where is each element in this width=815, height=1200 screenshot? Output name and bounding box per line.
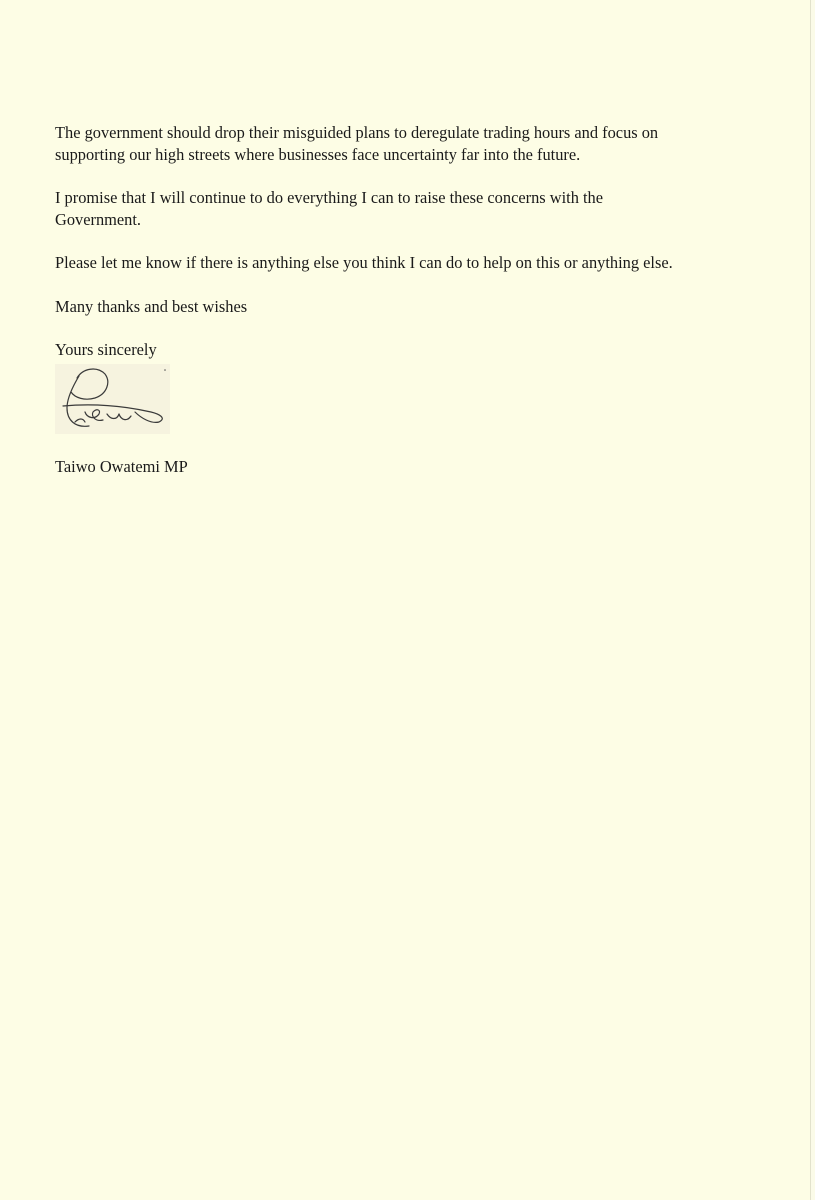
letter-body [55,122,755,478]
closing-salutation: Yours sincerely [55,340,157,360]
paragraph-thanks: Many thanks and best wishes [55,296,248,316]
handwritten-signature [55,364,170,434]
signer-name: Taiwo Owatemi MP [55,456,188,476]
page-edge [811,0,815,1200]
paragraph-promise: I promise that I will continue to do everything I can to raise these concerns with the Government. [55,188,604,229]
paragraph-let-me-know: Please let me know if there is anything else you think I can do to help on this or anything else. [55,253,673,273]
paragraph-government-plans: The government should drop their misguided plans to deregulate trading hours and focus on supporting our high streets where businesses face uncertainty far into the future. [55,123,659,164]
